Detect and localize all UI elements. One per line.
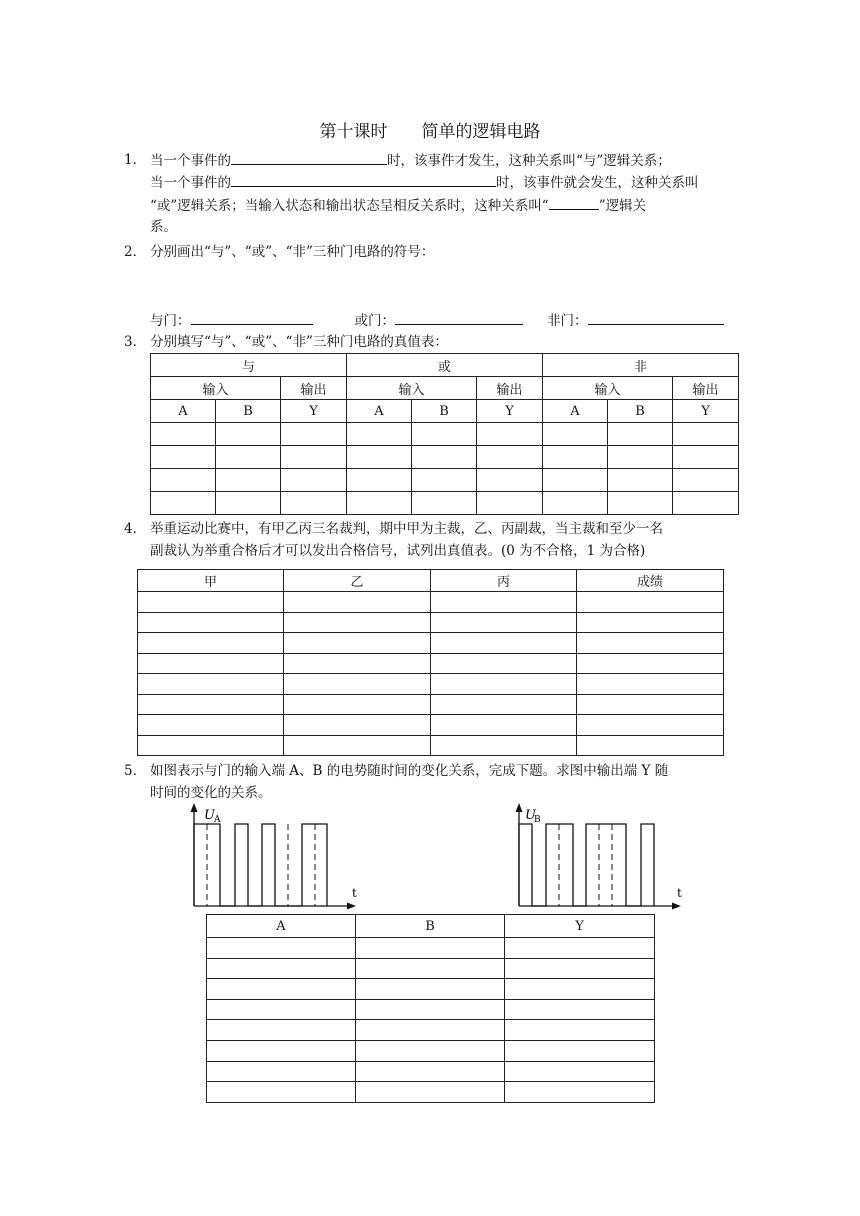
answer-cell[interactable] — [216, 446, 281, 469]
answer-cell[interactable] — [577, 715, 724, 736]
answer-cell[interactable] — [347, 423, 412, 446]
answer-cell[interactable] — [284, 694, 431, 715]
answer-cell[interactable] — [207, 958, 356, 979]
q5-line-2: 时间的变化的关系。 — [150, 785, 272, 801]
answer-cell[interactable] — [505, 1082, 655, 1103]
answer-cell[interactable] — [577, 735, 724, 756]
q1-line-1b: 时，该事件才发生，这种关系叫“与”逻辑关系； — [387, 153, 671, 169]
or-output-header: 输出 — [477, 377, 543, 400]
answer-cell[interactable] — [347, 469, 412, 492]
answer-cell[interactable] — [138, 633, 284, 654]
answer-cell[interactable] — [284, 674, 431, 695]
q1-line-2a: 当一个事件的 — [150, 175, 231, 191]
answer-cell[interactable] — [543, 446, 608, 469]
answer-cell[interactable] — [216, 423, 281, 446]
answer-cell[interactable] — [673, 492, 739, 515]
group-and: 与 — [151, 354, 347, 377]
answer-cell[interactable] — [673, 446, 739, 469]
answer-cell[interactable] — [543, 469, 608, 492]
answer-cell[interactable] — [505, 1040, 655, 1061]
ua-subscript: A — [214, 815, 221, 825]
q4-line-1: 举重运动比赛中，有甲乙丙三名裁判，期中甲为主裁，乙、丙副裁，当主裁和至少一名 — [150, 521, 663, 537]
col-y: Y — [673, 400, 739, 423]
gate-table-body — [151, 423, 739, 515]
q2-text: 分别画出“与”、“或”、“非”三种门电路的符号： — [150, 244, 435, 260]
answer-cell[interactable] — [356, 979, 505, 1000]
q1-number: 1． — [124, 152, 147, 168]
answer-cell[interactable] — [412, 423, 477, 446]
answer-cell[interactable] — [505, 958, 655, 979]
q1-blank-2[interactable] — [231, 172, 496, 187]
or-gate-blank[interactable] — [395, 310, 523, 325]
answer-cell[interactable] — [505, 1061, 655, 1082]
col-a: A — [347, 400, 412, 423]
q2-gates-row — [150, 310, 724, 331]
not-gate-blank[interactable] — [588, 310, 724, 325]
answer-cell[interactable] — [207, 979, 356, 1000]
table-row — [207, 1061, 655, 1082]
table-row — [138, 694, 724, 715]
answer-cell[interactable] — [216, 469, 281, 492]
table-row — [151, 492, 739, 515]
not-output-header: 输出 — [673, 377, 739, 400]
answer-cell[interactable] — [356, 1040, 505, 1061]
col-y: Y — [281, 400, 347, 423]
answer-cell[interactable] — [577, 592, 724, 613]
answer-cell[interactable] — [207, 1040, 356, 1061]
or-gate-label: 或门： — [354, 313, 395, 329]
answer-cell[interactable] — [505, 938, 655, 959]
answer-cell[interactable] — [577, 633, 724, 654]
ua-waveform — [194, 824, 327, 906]
answer-cell[interactable] — [356, 1082, 505, 1103]
or-input-header: 输入 — [347, 377, 477, 400]
answer-cell[interactable] — [284, 653, 431, 674]
q1-line-3b: ”逻辑关 — [598, 198, 647, 214]
answer-cell[interactable] — [207, 1082, 356, 1103]
answer-cell[interactable] — [431, 653, 577, 674]
table-row — [207, 979, 655, 1000]
ua-axis-t: t — [352, 886, 357, 900]
col-b: B — [608, 400, 673, 423]
answer-cell[interactable] — [281, 446, 347, 469]
answer-cell[interactable] — [431, 633, 577, 654]
answer-cell[interactable] — [207, 938, 356, 959]
answer-cell[interactable] — [138, 612, 284, 633]
q3-text: 分别填写“与”、“或”、“非”三种门电路的真值表： — [150, 334, 448, 350]
table-row — [207, 999, 655, 1020]
header-bing: 丙 — [431, 570, 577, 592]
answer-cell[interactable] — [207, 1061, 356, 1082]
col-a: A — [151, 400, 216, 423]
answer-cell[interactable] — [138, 653, 284, 674]
answer-cell[interactable] — [356, 999, 505, 1020]
q1-line-1a: 当一个事件的 — [150, 153, 231, 169]
table-row — [207, 1040, 655, 1061]
answer-cell[interactable] — [477, 469, 543, 492]
answer-cell[interactable] — [673, 423, 739, 446]
answer-cell[interactable] — [281, 423, 347, 446]
answer-cell[interactable] — [347, 446, 412, 469]
answer-cell[interactable] — [151, 446, 216, 469]
ub-label: U — [525, 808, 536, 823]
answer-cell[interactable] — [431, 612, 577, 633]
table-row — [138, 735, 724, 756]
answer-cell[interactable] — [543, 492, 608, 515]
group-not: 非 — [543, 354, 739, 377]
answer-cell[interactable] — [477, 492, 543, 515]
answer-cell[interactable] — [505, 1020, 655, 1041]
answer-cell[interactable] — [412, 492, 477, 515]
and-output-header: 输出 — [281, 377, 347, 400]
answer-cell[interactable] — [216, 492, 281, 515]
ub-waveform — [519, 824, 654, 906]
col-y: Y — [477, 400, 543, 423]
answer-cell[interactable] — [412, 469, 477, 492]
answer-cell[interactable] — [577, 653, 724, 674]
header-a: A — [207, 915, 356, 938]
answer-cell[interactable] — [347, 492, 412, 515]
answer-cell[interactable] — [505, 979, 655, 1000]
and-gate-blank[interactable] — [191, 310, 313, 325]
answer-cell[interactable] — [431, 715, 577, 736]
answer-cell[interactable] — [356, 1020, 505, 1041]
ub-subscript: B — [534, 815, 541, 825]
q1-line-3 — [150, 195, 646, 216]
answer-cell[interactable] — [608, 423, 673, 446]
and-gate-label: 与门： — [150, 313, 191, 329]
answer-cell[interactable] — [151, 423, 216, 446]
answer-cell[interactable] — [543, 423, 608, 446]
answer-cell[interactable] — [356, 938, 505, 959]
graph-ua — [180, 800, 370, 912]
table-row — [151, 446, 739, 469]
ua-label: U — [204, 808, 215, 823]
answer-cell[interactable] — [431, 674, 577, 695]
answer-cell[interactable] — [431, 694, 577, 715]
table-row — [138, 633, 724, 654]
truth-table-referees — [137, 569, 724, 756]
answer-cell[interactable] — [151, 469, 216, 492]
q5-line-1: 如图表示与门的输入端 A、B 的电势随时间的变化关系，完成下题。求图中输出端 Y 随 — [150, 763, 669, 779]
table-row — [151, 469, 739, 492]
answer-cell[interactable] — [284, 633, 431, 654]
table-row — [138, 653, 724, 674]
answer-cell[interactable] — [608, 446, 673, 469]
answer-cell[interactable] — [138, 674, 284, 695]
answer-cell[interactable] — [505, 999, 655, 1020]
graph-ub — [505, 800, 695, 912]
answer-cell[interactable] — [138, 715, 284, 736]
truth-table-waveform — [206, 914, 655, 1103]
title-part-1: 第十课时 — [319, 122, 388, 142]
waveform-table-body — [207, 938, 655, 1103]
header-yi: 乙 — [284, 570, 431, 592]
and-input-header: 输入 — [151, 377, 281, 400]
q4-number: 4． — [124, 521, 147, 537]
header-y: Y — [505, 915, 655, 938]
answer-cell[interactable] — [207, 999, 356, 1020]
table-row — [151, 423, 739, 446]
page-title — [0, 117, 860, 142]
col-b: B — [412, 400, 477, 423]
q3-number: 3． — [124, 334, 147, 350]
referee-table-body — [138, 592, 724, 756]
header-score: 成绩 — [577, 570, 724, 592]
q5-number: 5． — [124, 763, 147, 779]
table-row — [207, 1020, 655, 1041]
table-row — [207, 938, 655, 959]
group-or: 或 — [347, 354, 543, 377]
q1-blank-3[interactable] — [549, 195, 599, 210]
ub-axis-t: t — [677, 886, 682, 900]
answer-cell[interactable] — [284, 592, 431, 613]
answer-cell[interactable] — [284, 735, 431, 756]
title-part-2: 简单的逻辑电路 — [421, 122, 541, 142]
header-b: B — [356, 915, 505, 938]
answer-cell[interactable] — [138, 694, 284, 715]
answer-cell[interactable] — [138, 592, 284, 613]
answer-cell[interactable] — [577, 612, 724, 633]
answer-cell[interactable] — [577, 694, 724, 715]
answer-cell[interactable] — [608, 469, 673, 492]
table-row — [207, 958, 655, 979]
col-a: A — [543, 400, 608, 423]
q1-blank-1[interactable] — [231, 150, 387, 165]
answer-cell[interactable] — [673, 469, 739, 492]
answer-cell[interactable] — [284, 715, 431, 736]
col-b: B — [216, 400, 281, 423]
answer-cell[interactable] — [477, 423, 543, 446]
answer-cell[interactable] — [356, 1061, 505, 1082]
answer-cell[interactable] — [207, 1020, 356, 1041]
header-jia: 甲 — [138, 570, 284, 592]
table-row — [138, 592, 724, 613]
answer-cell[interactable] — [412, 446, 477, 469]
answer-cell[interactable] — [577, 674, 724, 695]
answer-cell[interactable] — [477, 446, 543, 469]
answer-cell[interactable] — [138, 735, 284, 756]
table-row — [138, 674, 724, 695]
table-row — [138, 612, 724, 633]
q1-line-1 — [150, 150, 671, 171]
q1-line-4: 系。 — [150, 219, 177, 235]
q2-number: 2． — [124, 244, 147, 260]
table-row — [138, 715, 724, 736]
truth-table-gates — [150, 353, 739, 515]
q4-line-2: 副裁认为举重合格后才可以发出合格信号，试列出真值表。(0 为不合格，1 为合格) — [150, 543, 646, 559]
answer-cell[interactable] — [151, 492, 216, 515]
q1-line-3a: “或”逻辑关系；当输入状态和输出状态呈相反关系时，这种关系叫“ — [150, 198, 549, 214]
answer-cell[interactable] — [431, 735, 577, 756]
q1-line-2b: 时，该事件就会发生，这种关系叫 — [496, 175, 699, 191]
answer-cell[interactable] — [431, 592, 577, 613]
q1-line-2 — [150, 172, 699, 193]
answer-cell[interactable] — [284, 612, 431, 633]
table-row — [207, 1082, 655, 1103]
answer-cell[interactable] — [281, 492, 347, 515]
answer-cell[interactable] — [281, 469, 347, 492]
not-gate-label: 非门： — [547, 313, 588, 329]
answer-cell[interactable] — [356, 958, 505, 979]
answer-cell[interactable] — [608, 492, 673, 515]
not-input-header: 输入 — [543, 377, 673, 400]
